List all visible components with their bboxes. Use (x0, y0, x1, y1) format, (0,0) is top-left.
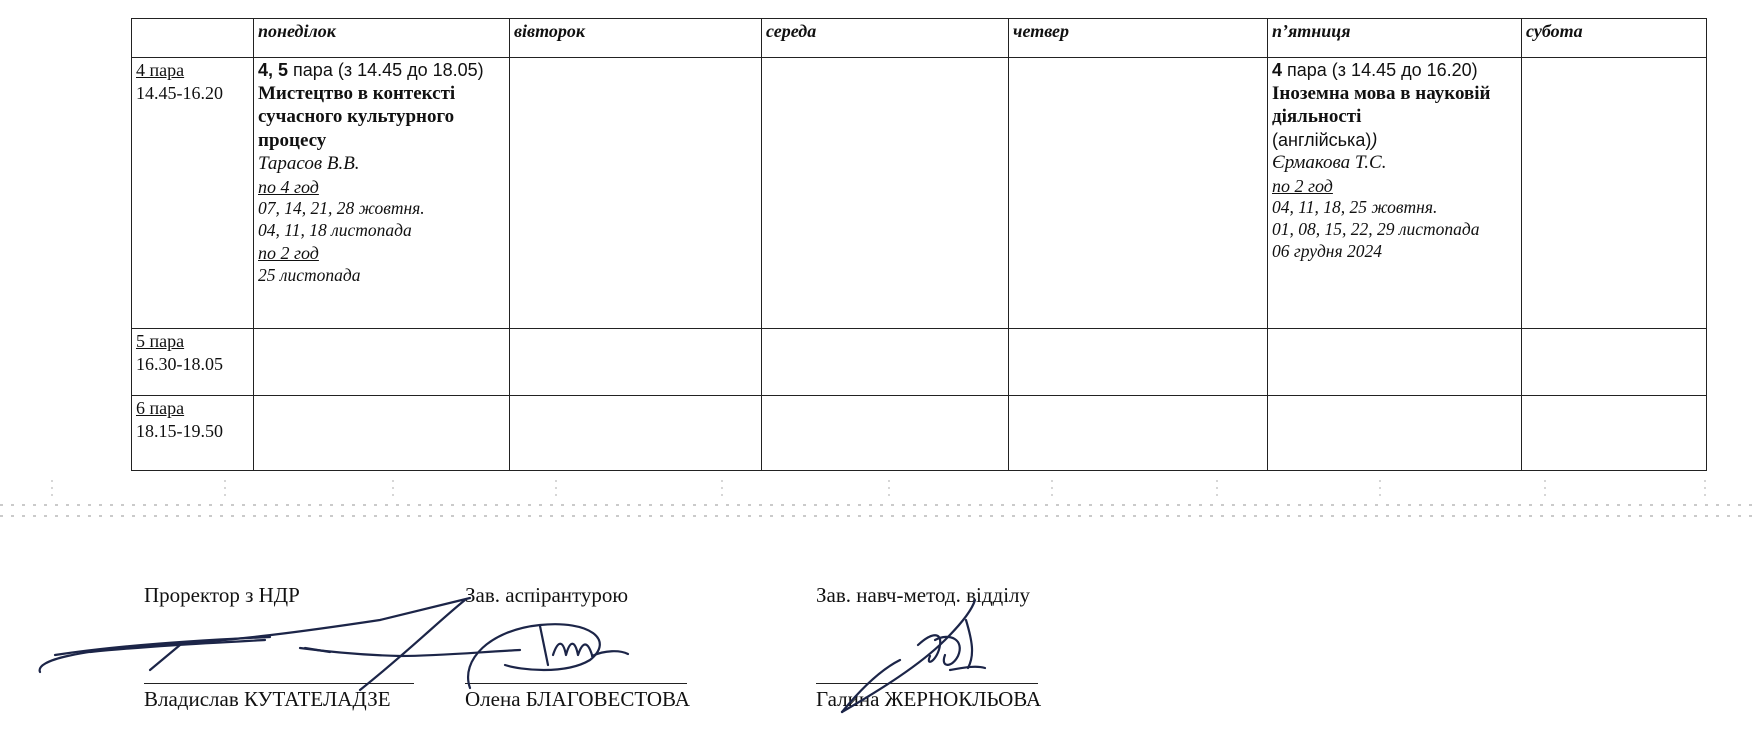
slot-time: 14.45-16.20 (136, 82, 223, 103)
course-language: (англійська)) (1272, 129, 1378, 150)
header-cell-monday: понеділок (254, 19, 510, 58)
course-title: Мистецтво в контексті сучасного культурного процесу (258, 82, 456, 151)
slot-time: 16.30-18.05 (136, 353, 223, 374)
course-title: Іноземна мова в науковій діяльності (1272, 82, 1491, 128)
dates-text: 04, 11, 18 листопада (258, 220, 412, 241)
dates-text: 25 листопада (258, 264, 361, 285)
pair-number: 4 (1272, 60, 1283, 80)
signatory-name: Олена БЛАГОВЕСТОВА (465, 687, 690, 711)
pair-time: пара (з 14.45 до 18.05) (293, 60, 484, 80)
signatory-title: Зав. аспірантурою (465, 583, 629, 607)
header-cell-tuesday: вівторок (510, 19, 762, 58)
pair-number: 4, 5 (258, 60, 289, 80)
teacher-name: Тарасов В.В. (258, 153, 360, 175)
signatory-name: Владислав КУТАТЕЛАДЗЕ (144, 687, 391, 711)
dates-text: 04, 11, 18, 25 жовтня. (1272, 197, 1438, 218)
signatory-title: Зав. навч-метод. відділу (816, 583, 1031, 607)
dates-text: 01, 08, 15, 22, 29 листопада (1272, 219, 1480, 240)
teacher-name: Єрмакова Т.С. (1272, 152, 1387, 174)
signatory-name: Галина ЖЕРНОКЛЬОВА (816, 687, 1042, 711)
pair-time: пара (з 14.45 до 16.20) (1287, 60, 1478, 80)
hours-label: по 2 год (258, 243, 319, 264)
dates-text: 06 грудня 2024 (1272, 241, 1382, 262)
signature-3 (842, 600, 985, 712)
header-cell-thursday: четвер (1009, 19, 1268, 58)
dates-text: 07, 14, 21, 28 жовтня. (258, 198, 425, 219)
slot-number: 4 пара (136, 60, 185, 80)
signature-2 (468, 624, 628, 688)
header-cell-saturday: субота (1522, 19, 1707, 58)
signatory-title: Проректор з НДР (144, 583, 300, 607)
header-cell-wednesday: середа (762, 19, 1009, 58)
header-cell-friday: п’ятниця (1268, 19, 1522, 58)
hours-label: по 2 год (1272, 175, 1333, 196)
hours-label: по 4 год (258, 176, 319, 197)
slot-time: 18.15-19.50 (136, 420, 223, 441)
slot-number: 5 пара (136, 331, 185, 351)
signature-1 (40, 598, 520, 690)
slot-number: 6 пара (136, 398, 185, 418)
